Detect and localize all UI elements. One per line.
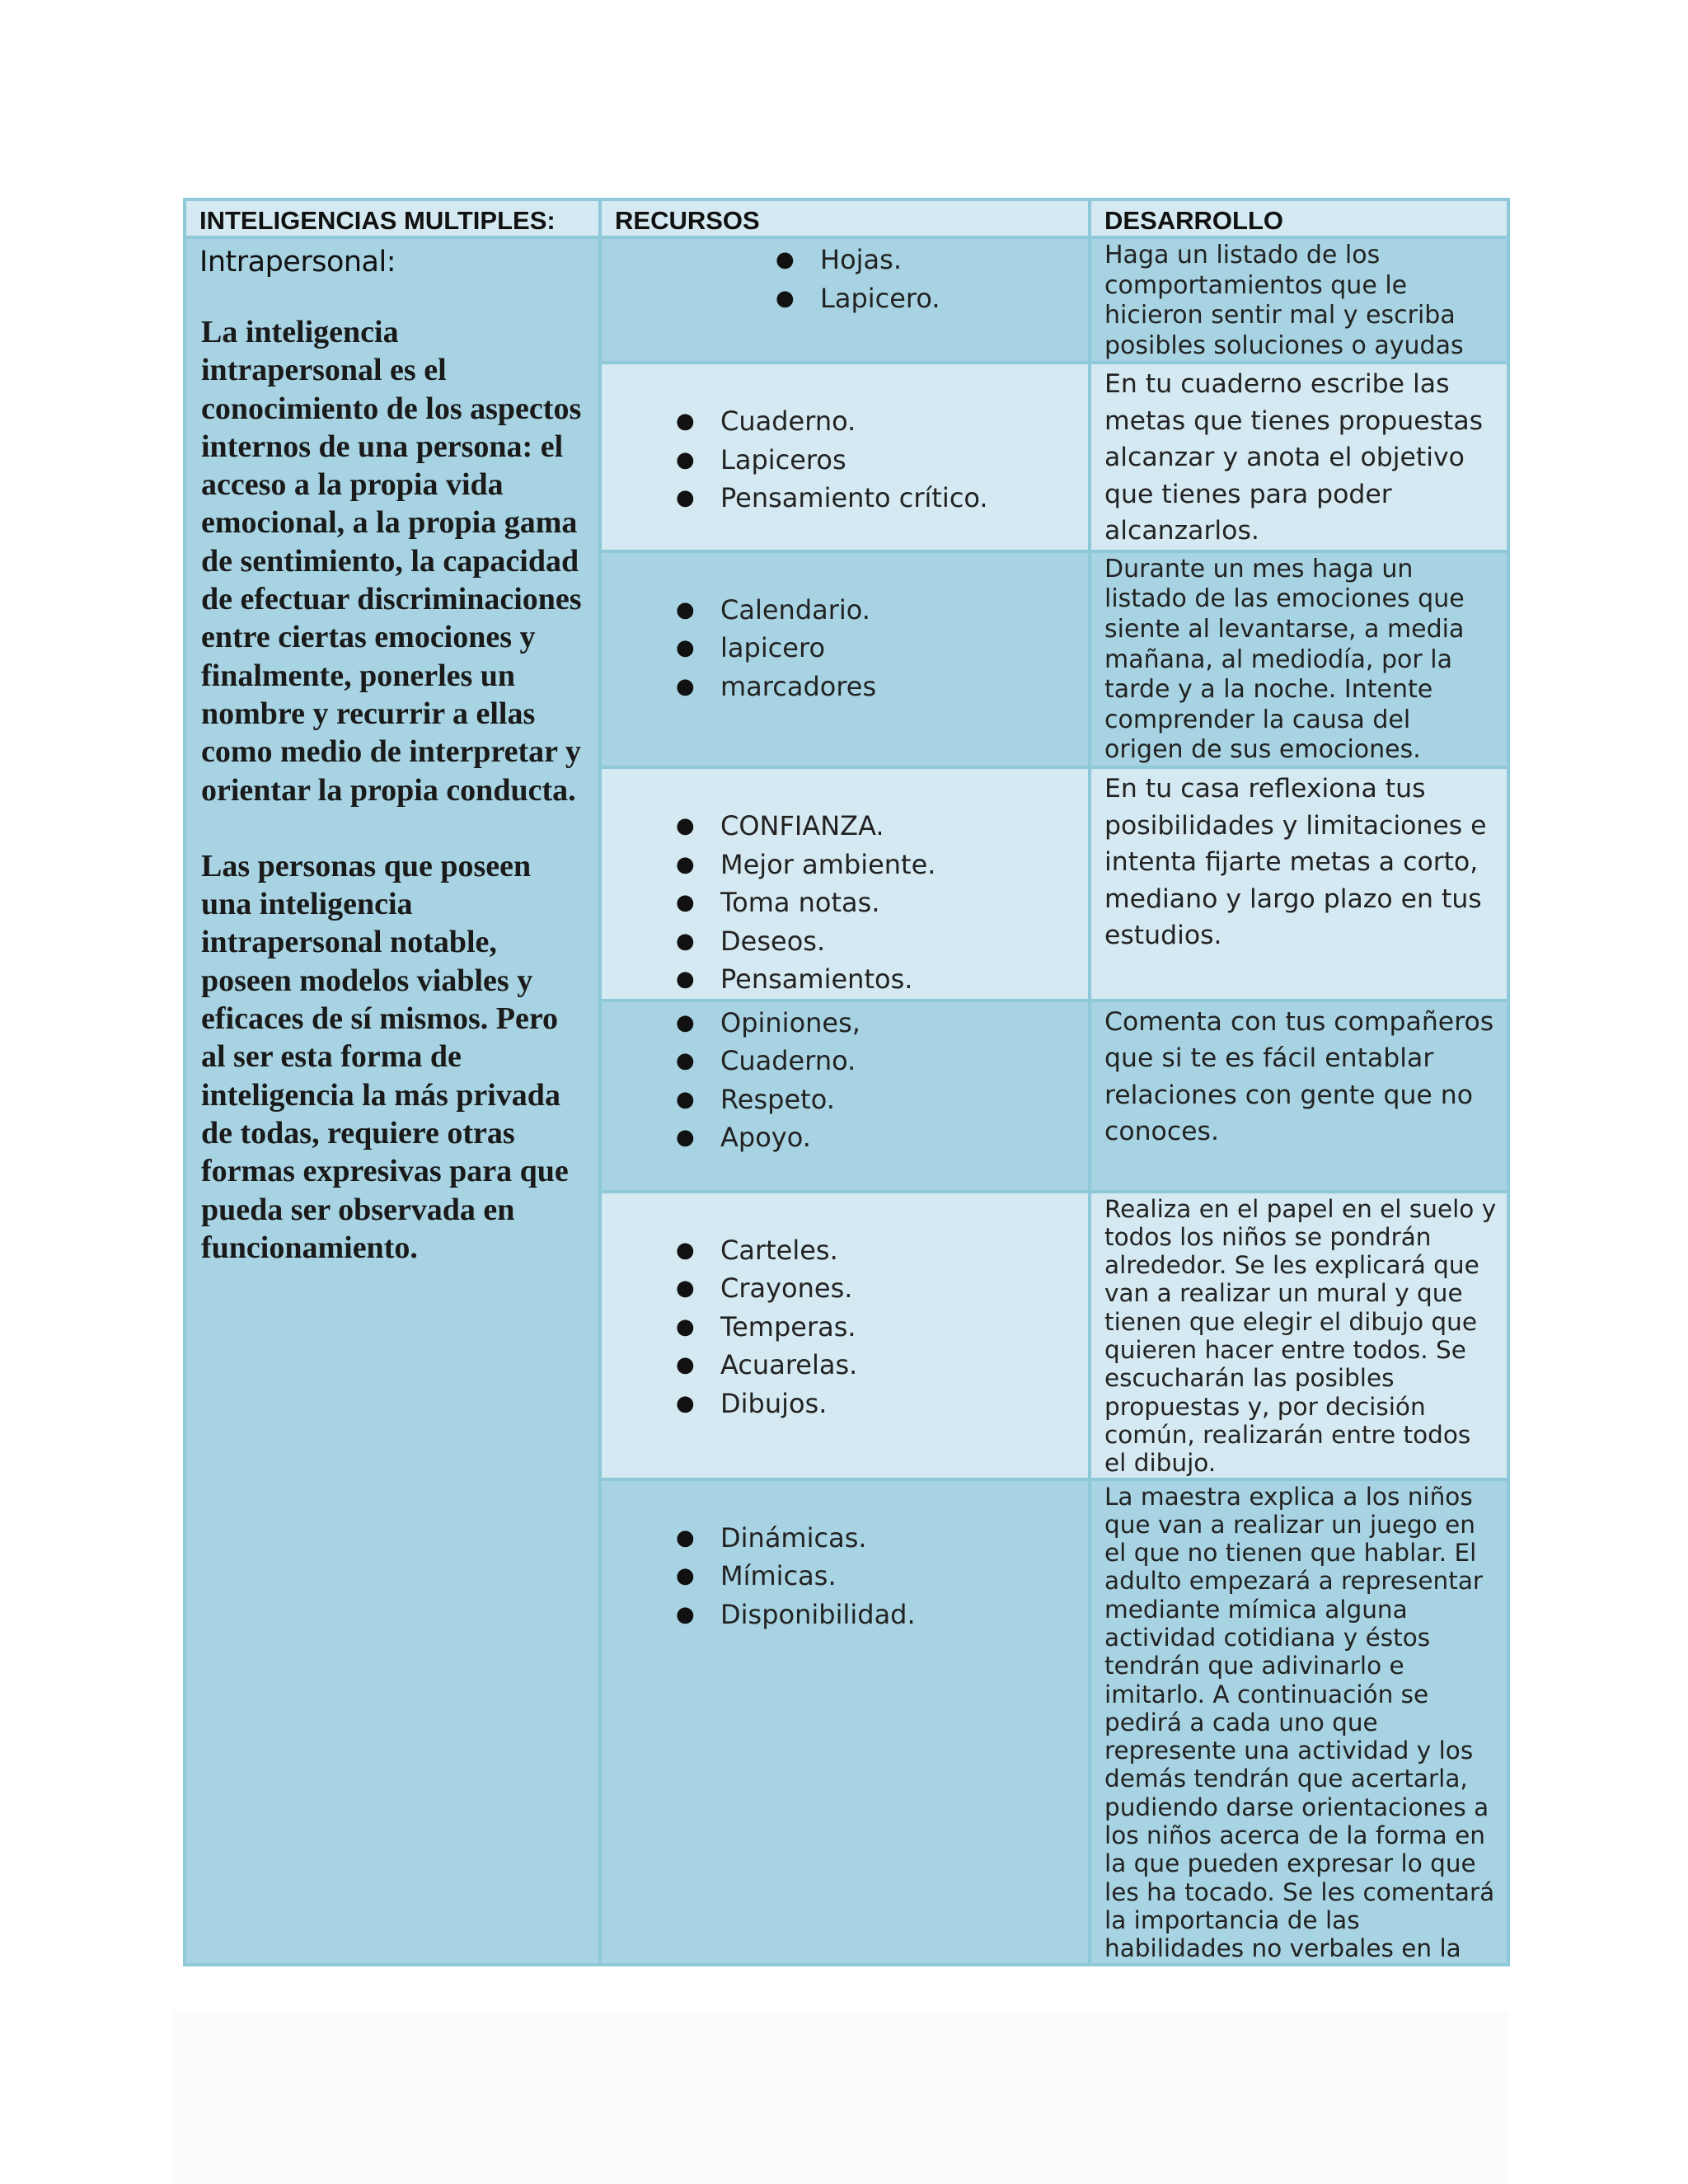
list-item: ● Pensamientos.	[676, 963, 913, 996]
header-cell-intelligences	[185, 199, 600, 237]
page-footer-area	[173, 2011, 1508, 2184]
multiple-intelligences-table	[183, 198, 1510, 1966]
resources-list	[602, 364, 1088, 518]
development-cell	[1090, 1001, 1508, 1192]
header-resources: RECURSOS	[615, 206, 760, 235]
development-text: Realiza en el papel en el suelo y todos los niños se pondrán alrededor. Se les explicará que van a realizar un mural y que tienen que elegir el dibujo que quieren hacer entre todos. Se escucharán las posibles propuestas y, por decisión común, realizarán entre todos el dibujo.	[1104, 1194, 1497, 1478]
list-item: ● Hojas.	[776, 244, 902, 275]
resources-list	[602, 239, 1088, 317]
list-item: ● CONFIANZA.	[676, 810, 884, 842]
list-item: ● Dinámicas.	[676, 1521, 867, 1554]
development-cell	[1090, 767, 1508, 1001]
resources-cell	[600, 767, 1090, 1001]
list-item: ● Lapicero.	[776, 282, 940, 314]
resources-cell	[600, 551, 1090, 767]
resources-cell	[600, 1192, 1090, 1479]
list-item: ● Disponibilidad.	[676, 1598, 916, 1630]
resources-cell	[600, 1479, 1090, 1965]
list-item: ● Pensamiento crítico.	[676, 482, 988, 514]
list-item: ● Deseos.	[676, 925, 826, 957]
list-item: ● Carteles.	[676, 1234, 838, 1266]
resources-list	[602, 1481, 1088, 1634]
list-item: ● Dibujos.	[676, 1387, 828, 1419]
header-intelligences: INTELIGENCIAS MULTIPLES:	[199, 206, 556, 235]
list-item: ● Lapiceros	[676, 443, 846, 476]
resources-list	[602, 553, 1088, 706]
development-cell	[1090, 237, 1508, 363]
list-item: ● Respeto.	[676, 1083, 835, 1115]
header-cell-development	[1090, 199, 1508, 237]
table-row	[185, 237, 1508, 363]
resources-cell	[600, 1001, 1090, 1192]
resources-cell	[600, 237, 1090, 363]
list-item: ● Mejor ambiente.	[676, 848, 936, 880]
development-text: Comenta con tus compañeros que si te es fácil entablar relaciones con gente que no conoces.	[1104, 1006, 1494, 1147]
list-item: ● Cuaderno.	[676, 405, 856, 438]
intelligence-title: Intrapersonal:	[199, 246, 396, 279]
list-item: ● Apoyo.	[676, 1122, 811, 1154]
list-item: ● marcadores	[676, 670, 877, 702]
table-header-row	[185, 199, 1508, 237]
development-text: Haga un listado de los comportamientos que le hicieron sentir mal y escriba posibles soluciones o ayudas	[1104, 241, 1464, 360]
list-item: ● Acuarelas.	[676, 1349, 858, 1381]
list-item: ● Toma notas.	[676, 887, 880, 919]
development-text: Durante un mes haga un listado de las emociones que siente al levantarse, a media mañana, al mediodía, por la tarde y a la noche. Intente comprender la causa del origen de sus emociones.	[1104, 554, 1465, 765]
list-item: ● Crayones.	[676, 1272, 853, 1305]
intelligence-description-1: La inteligencia intrapersonal es el conocimiento de los aspectos internos de una persona: el acceso a la propia vida emocional, a la propia gama de sentimiento, la capacidad de efectuar discriminaciones entre ciertas emociones y finalmente, ponerles un nombre y recurrir a ellas como medio de interpretar y orientar la propia conducta.	[201, 315, 582, 808]
development-text: La maestra explica a los niños que van a realizar un juego en el que no tienen que hablar. El adulto empezará a representar mediante mímica alguna actividad cotidiana y éstos tendrán que adivinarlo e imitarlo. A continuación se pedirá a cada uno que represente una actividad y los demás tendrán que acertarla, pudiendo darse orientaciones a los niños acerca de la forma en la que pueden expresar lo que les ha tocado. Se les comentará la importancia de las habilidades no verbales en la	[1104, 1482, 1495, 1963]
list-item: ● Temperas.	[676, 1310, 856, 1343]
list-item: ● Cuaderno.	[676, 1045, 856, 1077]
development-text: En tu casa reflexiona tus posibilidades y limitaciones e intenta fijarte metas a corto, mediano y largo plazo en tus estudios.	[1104, 774, 1487, 951]
intelligence-description-2: Las personas que poseen una inteligencia intrapersonal notable, poseen modelos viables y eficaces de sí mismos. Pero al ser esta forma de inteligencia la más privada de todas, requiere otras formas expresivas para que pueda ser observada en funcionamiento.	[201, 848, 569, 1265]
list-item: ● Calendario.	[676, 593, 870, 626]
development-cell	[1090, 1479, 1508, 1965]
development-cell	[1090, 1192, 1508, 1479]
resources-cell	[600, 363, 1090, 551]
list-item: ● lapicero	[676, 632, 826, 664]
resources-list	[602, 769, 1088, 999]
list-item: ● Opiniones,	[676, 1006, 860, 1038]
header-cell-resources	[600, 199, 1090, 237]
list-item: ● Mímicas.	[676, 1560, 837, 1591]
intelligence-cell	[185, 237, 600, 1965]
development-cell	[1090, 363, 1508, 551]
resources-list	[602, 1193, 1088, 1423]
development-cell	[1090, 551, 1508, 767]
header-development: DESARROLLO	[1104, 206, 1283, 235]
resources-list	[602, 1002, 1088, 1157]
development-text: En tu cuaderno escribe las metas que tienes propuestas alcanzar y anota el objetivo que tienes para poder alcanzarlos.	[1104, 369, 1484, 546]
